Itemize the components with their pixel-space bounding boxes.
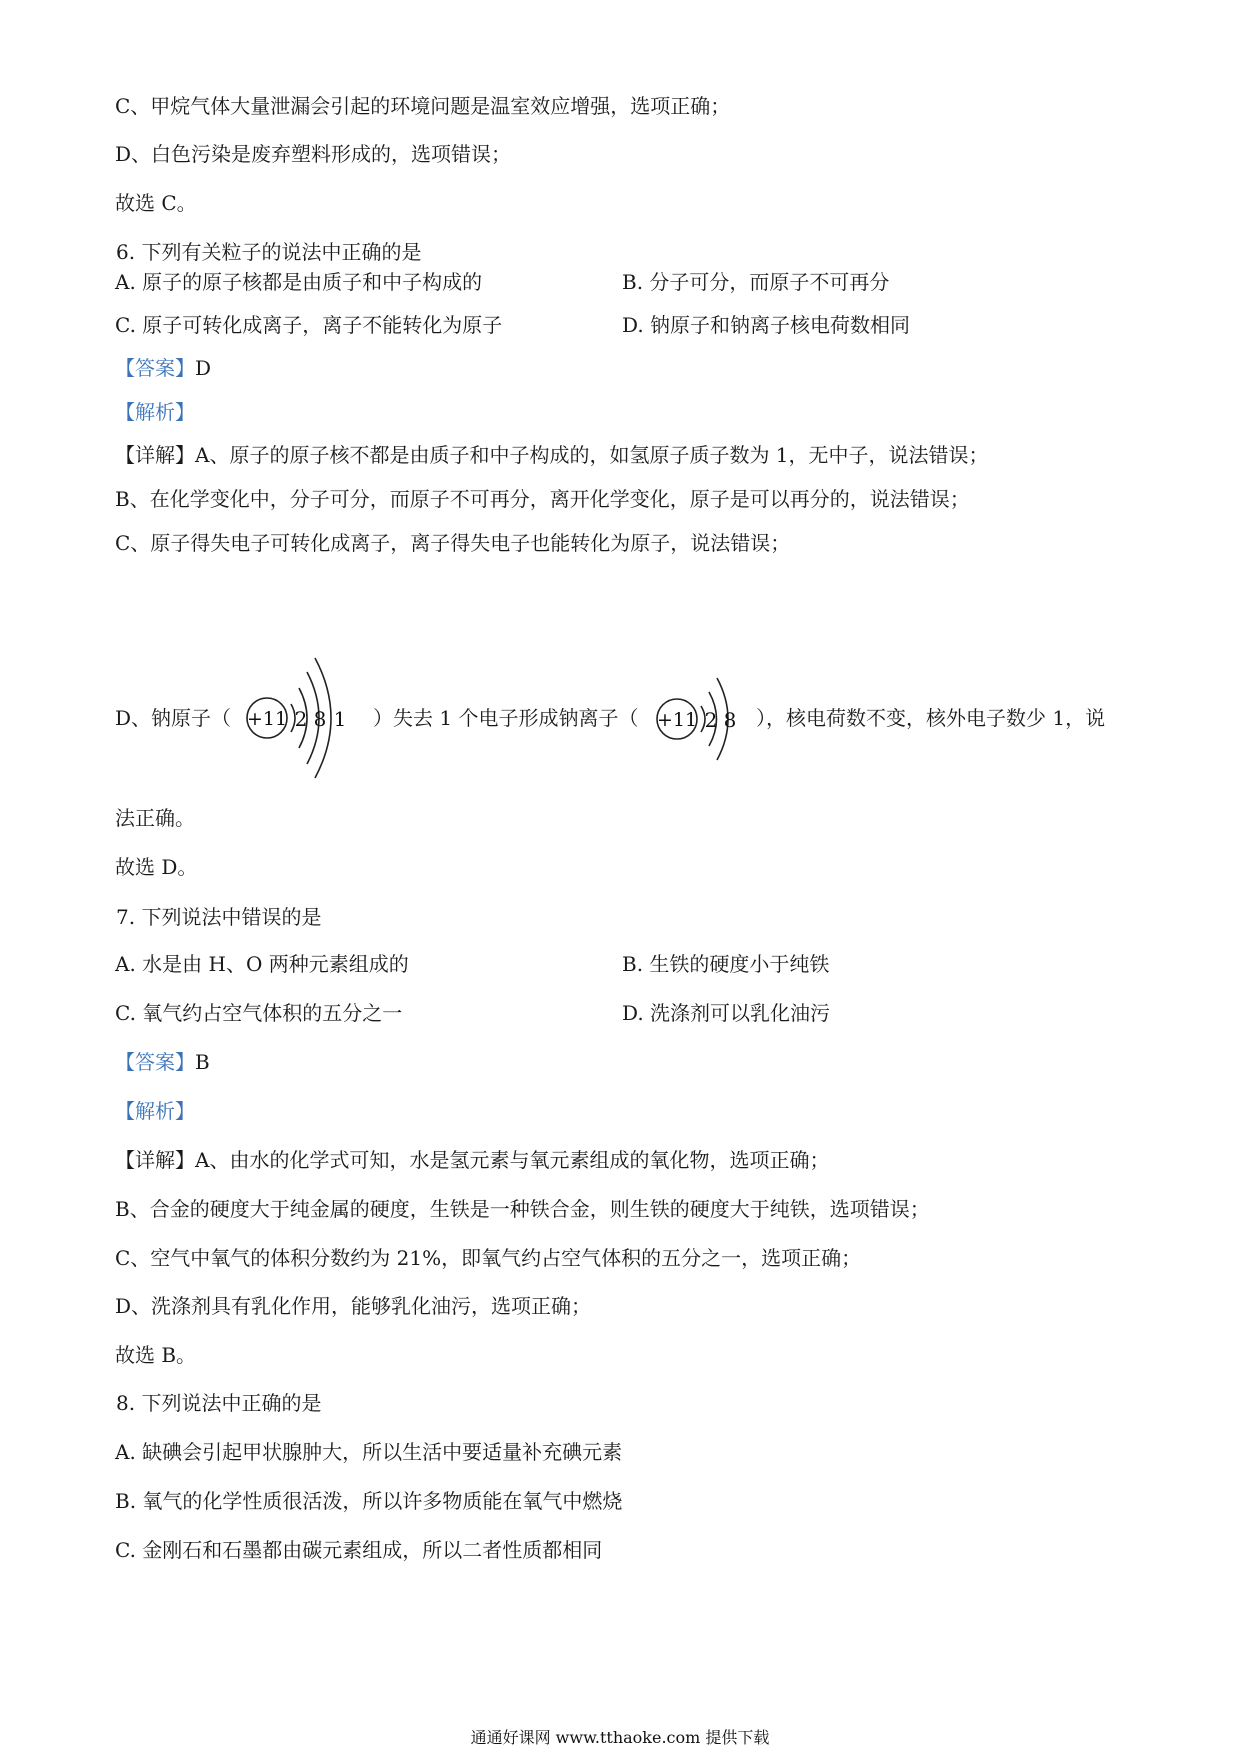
q6-detail-d-part2: ）失去 1 个电子形成钠离子（	[373, 706, 639, 730]
answer-value: B	[195, 1050, 210, 1074]
prev-conclusion: 故选 C。	[115, 191, 197, 215]
q6-detail-d-part4: 法正确。	[115, 806, 195, 830]
q6-detail-c: C、原子得失电子可转化成离子，离子得失电子也能转化为原子，说法错误；	[115, 531, 791, 555]
q7-detail-c: C、空气中氧气的体积分数约为 21%，即氧气约占空气体积的五分之一，选项正确；	[115, 1246, 862, 1270]
answer-tag: 【答案】	[115, 1050, 195, 1074]
q7-option-c: C. 氧气约占空气体积的五分之一	[115, 1001, 403, 1025]
q6-stem: 6. 下列有关粒子的说法中正确的是	[116, 240, 422, 264]
shell-1-electrons: 2	[704, 708, 718, 732]
q7-detail-a: 【详解】A、由水的化学式可知，水是氢元素与氧元素组成的氧化物，选项正确；	[115, 1148, 830, 1172]
nucleus-charge: +11	[246, 708, 288, 730]
prev-option-c: C、甲烷气体大量泄漏会引起的环境问题是温室效应增强，选项正确；	[115, 94, 731, 118]
q7-detail-d: D、洗涤剂具有乳化作用，能够乳化油污，选项正确；	[115, 1294, 592, 1318]
analysis-tag: 【解析】	[115, 400, 195, 424]
shell-3-electrons: 1	[333, 707, 347, 731]
q6-conclusion: 故选 D。	[115, 855, 198, 879]
q7-analysis-tag	[115, 1097, 195, 1125]
q7-option-a: A. 水是由 H、O 两种元素组成的	[115, 952, 409, 976]
answer-value: D	[195, 356, 212, 380]
q8-option-b: B. 氧气的化学性质很活泼，所以许多物质能在氧气中燃烧	[115, 1489, 623, 1513]
q7-conclusion: 故选 B。	[115, 1343, 197, 1367]
q8-option-c: C. 金刚石和石墨都由碳元素组成，所以二者性质都相同	[115, 1538, 603, 1562]
shell-2-electrons: 8	[313, 707, 327, 731]
q7-answer	[115, 1048, 210, 1076]
q6-detail-a: 【详解】A、原子的原子核不都是由质子和中子构成的，如氢原子质子数为 1，无中子，说法错误；	[115, 443, 989, 467]
q6-option-c: C. 原子可转化成离子，离子不能转化为原子	[115, 313, 503, 337]
q6-answer	[115, 354, 211, 382]
q7-detail-b: B、合金的硬度大于纯金属的硬度，生铁是一种铁合金，则生铁的硬度大于纯铁，选项错误；	[115, 1197, 930, 1221]
analysis-tag: 【解析】	[115, 1099, 195, 1123]
q6-option-a: A. 原子的原子核都是由质子和中子构成的	[115, 270, 483, 294]
nucleus-charge: +11	[656, 709, 698, 731]
sodium-atom-diagram	[235, 644, 375, 784]
q6-detail-d-part3: ），核电荷数不变，核外电子数少 1，说	[756, 706, 1106, 730]
q7-option-d: D. 洗涤剂可以乳化油污	[622, 1001, 831, 1025]
q7-stem: 7. 下列说法中错误的是	[116, 905, 322, 929]
page-footer: 通通好课网 www.tthaoke.com 提供下载	[470, 1728, 770, 1747]
q7-option-b: B. 生铁的硬度小于纯铁	[622, 952, 830, 976]
q8-stem: 8. 下列说法中正确的是	[116, 1391, 322, 1415]
q6-option-b: B. 分子可分，而原子不可再分	[622, 270, 890, 294]
shell-1-electrons: 2	[294, 707, 308, 731]
q8-option-a: A. 缺碘会引起甲状腺肿大，所以生活中要适量补充碘元素	[115, 1440, 623, 1464]
q6-analysis-tag	[115, 398, 195, 426]
q6-option-d: D. 钠原子和钠离子核电荷数相同	[622, 313, 911, 337]
sodium-ion-diagram	[650, 664, 760, 774]
shell-2-electrons: 8	[723, 708, 737, 732]
q6-detail-b: B、在化学变化中，分子可分，而原子不可再分，离开化学变化，原子是可以再分的，说法错误；	[115, 487, 970, 511]
prev-option-d: D、白色污染是废弃塑料形成的，选项错误；	[115, 142, 512, 166]
q6-detail-d-part1: D、钠原子（	[115, 706, 232, 730]
answer-tag: 【答案】	[115, 356, 195, 380]
